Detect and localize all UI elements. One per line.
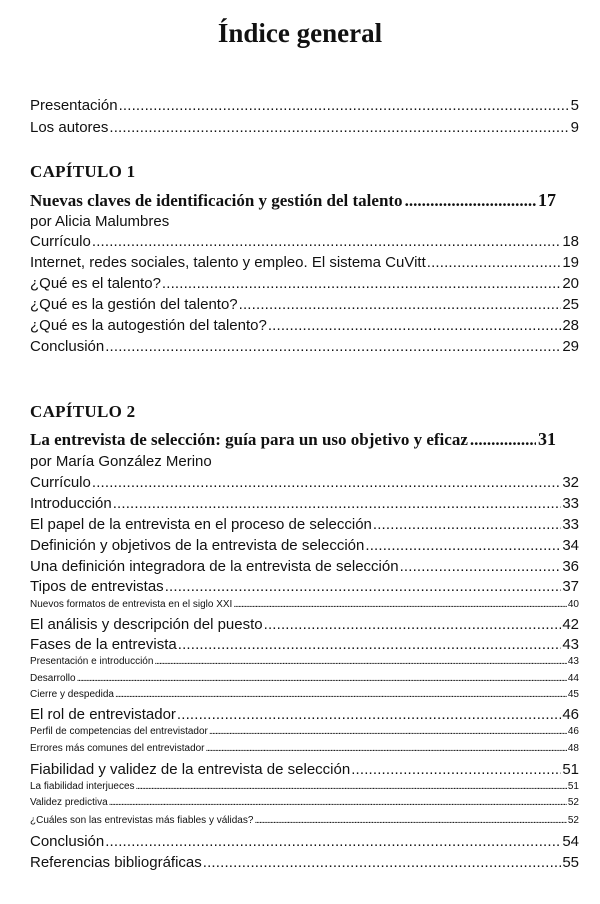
toc-entry-page: 33 bbox=[562, 495, 579, 512]
toc-entry-title: Nuevos formatos de entrevista en el siglo XXI bbox=[30, 599, 233, 610]
toc-entry-page: 52 bbox=[567, 815, 579, 826]
toc-entry-title: ¿Qué es el talento? bbox=[30, 275, 161, 292]
dot-leader bbox=[405, 191, 536, 211]
dot-leader bbox=[77, 673, 567, 684]
toc-entry-title: ¿Qué es la gestión del talento? bbox=[30, 296, 238, 313]
toc-entry-title: Definición y objetivos de la entrevista de selección bbox=[30, 537, 365, 554]
toc-entry-page: 46 bbox=[567, 726, 579, 737]
dot-leader bbox=[373, 516, 561, 533]
dot-leader bbox=[233, 599, 567, 610]
toc-entry-title: Internet, redes sociales, talento y empleo. El sistema CuVitt bbox=[30, 254, 426, 271]
toc-entry-page: 32 bbox=[562, 474, 579, 491]
dot-leader bbox=[203, 854, 562, 871]
toc-entry-page: 25 bbox=[562, 296, 579, 313]
toc-subentry[interactable] bbox=[30, 656, 579, 667]
dot-leader bbox=[109, 119, 569, 136]
toc-entry[interactable] bbox=[30, 317, 579, 334]
toc-entry[interactable] bbox=[30, 833, 579, 850]
toc-entry-title: El análisis y descripción del puesto bbox=[30, 616, 263, 633]
toc-entry-page: 52 bbox=[567, 797, 579, 808]
toc-entry[interactable] bbox=[30, 119, 579, 136]
dot-leader bbox=[105, 338, 561, 355]
toc-entry-title: Introducción bbox=[30, 495, 112, 512]
toc-entry-title: Validez predictiva bbox=[30, 797, 108, 808]
chapter-author: por Alicia Malumbres bbox=[30, 213, 170, 230]
toc-entry[interactable] bbox=[30, 616, 579, 633]
toc-entry-title: Presentación e introducción bbox=[30, 656, 154, 667]
toc-entry[interactable] bbox=[30, 233, 579, 250]
dot-leader bbox=[113, 495, 562, 512]
toc-entry-page: 20 bbox=[562, 275, 579, 292]
dot-leader bbox=[365, 537, 561, 554]
toc-entry-title: Perfil de competencias del entrevistador bbox=[30, 726, 208, 737]
toc-entry-title: El rol de entrevistador bbox=[30, 706, 176, 723]
chapter-label: CAPÍTULO 2 bbox=[30, 402, 136, 421]
toc-entry-title: ¿Qué es la autogestión del talento? bbox=[30, 317, 267, 334]
dot-leader bbox=[119, 97, 570, 114]
toc-entry-page: 9 bbox=[570, 119, 579, 136]
toc-entry-page: 5 bbox=[570, 97, 579, 114]
toc-entry-title: Conclusión bbox=[30, 833, 105, 850]
toc-entry[interactable] bbox=[30, 706, 579, 723]
dot-leader bbox=[206, 743, 567, 754]
page-title: Índice general bbox=[217, 18, 383, 48]
toc-entry-title: Currículo bbox=[30, 233, 91, 250]
dot-leader bbox=[109, 797, 567, 808]
toc-entry-page: 48 bbox=[567, 743, 579, 754]
toc-entry[interactable] bbox=[30, 495, 579, 512]
toc-entry-title: Currículo bbox=[30, 474, 91, 491]
dot-leader bbox=[105, 833, 561, 850]
chapter-title-entry[interactable] bbox=[30, 190, 556, 211]
chapter-author: por María González Merino bbox=[30, 453, 212, 470]
toc-entry[interactable] bbox=[30, 474, 579, 491]
toc-entry-title: Conclusión bbox=[30, 338, 105, 355]
toc-entry[interactable] bbox=[30, 338, 579, 355]
toc-entry-page: 43 bbox=[567, 656, 579, 667]
toc-entry[interactable] bbox=[30, 578, 579, 595]
toc-entry-title: Los autores bbox=[30, 119, 109, 136]
toc-entry[interactable] bbox=[30, 636, 579, 653]
toc-entry-page: 44 bbox=[567, 673, 579, 684]
toc-entry-title: Una definición integradora de la entrevista de selección bbox=[30, 558, 399, 575]
toc-entry-title: Tipos de entrevistas bbox=[30, 578, 164, 595]
toc-entry-title: El papel de la entrevista en el proceso de selección bbox=[30, 516, 372, 533]
toc-entry-page: 37 bbox=[562, 578, 579, 595]
toc-entry-page: 51 bbox=[562, 761, 579, 778]
toc-entry-page: 29 bbox=[562, 338, 579, 355]
toc-subentry[interactable] bbox=[30, 726, 579, 737]
toc-subentry[interactable] bbox=[30, 797, 579, 808]
toc-subentry[interactable] bbox=[30, 743, 579, 754]
toc-entry-page: 54 bbox=[562, 833, 579, 850]
dot-leader bbox=[351, 761, 561, 778]
toc-entry[interactable] bbox=[30, 537, 579, 554]
chapter-title-entry[interactable] bbox=[30, 429, 556, 450]
toc-entry-page: 33 bbox=[562, 516, 579, 533]
dot-leader bbox=[400, 558, 562, 575]
chapter-title: Nuevas claves de identificación y gestión del talento bbox=[30, 191, 403, 210]
dot-leader bbox=[154, 656, 566, 667]
toc-entry-title: Referencias bibliográficas bbox=[30, 854, 202, 871]
toc-entry-title: Presentación bbox=[30, 97, 118, 114]
dot-leader bbox=[264, 616, 562, 633]
dot-leader bbox=[92, 474, 561, 491]
toc-entry-page: 36 bbox=[562, 558, 579, 575]
chapter-page: 17 bbox=[538, 190, 556, 210]
toc-subentry[interactable] bbox=[30, 781, 579, 792]
toc-entry-page: 34 bbox=[562, 537, 579, 554]
toc-entry[interactable] bbox=[30, 854, 579, 871]
toc-entry[interactable] bbox=[30, 275, 579, 292]
toc-entry-title: Desarrollo bbox=[30, 673, 76, 684]
toc-entry-title: Errores más comunes del entrevistador bbox=[30, 743, 205, 754]
toc-entry-title: La fiabilidad interjueces bbox=[30, 781, 135, 792]
dot-leader bbox=[268, 317, 561, 334]
chapter-title: La entrevista de selección: guía para un uso objetivo y eficaz bbox=[30, 430, 468, 449]
toc-entry-title: ¿Cuáles son las entrevistas más fiables y válidas? bbox=[30, 815, 254, 826]
toc-entry[interactable] bbox=[30, 558, 579, 575]
toc-entry-page: 46 bbox=[562, 706, 579, 723]
toc-entry-page: 55 bbox=[562, 854, 579, 871]
toc-subentry[interactable] bbox=[30, 689, 579, 700]
toc-entry[interactable] bbox=[30, 254, 579, 271]
toc-entry[interactable] bbox=[30, 296, 579, 313]
dot-leader bbox=[165, 578, 562, 595]
dot-leader bbox=[92, 233, 561, 250]
toc-entry[interactable] bbox=[30, 97, 579, 114]
dot-leader bbox=[470, 430, 536, 450]
toc-subentry[interactable] bbox=[30, 815, 579, 826]
toc-entry-page: 43 bbox=[562, 636, 579, 653]
dot-leader bbox=[136, 781, 567, 792]
toc-entry-page: 19 bbox=[562, 254, 579, 271]
dot-leader bbox=[254, 815, 566, 826]
toc-entry-title: Fiabilidad y validez de la entrevista de selección bbox=[30, 761, 351, 778]
toc-entry-title: Cierre y despedida bbox=[30, 689, 114, 700]
toc-entry-page: 18 bbox=[562, 233, 579, 250]
dot-leader bbox=[115, 689, 567, 700]
dot-leader bbox=[162, 275, 561, 292]
chapter-label: CAPÍTULO 1 bbox=[30, 162, 136, 181]
toc-entry[interactable] bbox=[30, 761, 579, 778]
dot-leader bbox=[427, 254, 562, 271]
dot-leader bbox=[209, 726, 567, 737]
toc-entry[interactable] bbox=[30, 516, 579, 533]
toc-entry-title: Fases de la entrevista bbox=[30, 636, 177, 653]
dot-leader bbox=[178, 636, 562, 653]
dot-leader bbox=[239, 296, 562, 313]
dot-leader bbox=[177, 706, 561, 723]
toc-entry-page: 45 bbox=[567, 689, 579, 700]
toc-subentry[interactable] bbox=[30, 673, 579, 684]
toc-subentry[interactable] bbox=[30, 599, 579, 610]
chapter-page: 31 bbox=[538, 429, 556, 449]
toc-entry-page: 40 bbox=[567, 599, 579, 610]
toc-entry-page: 28 bbox=[562, 317, 579, 334]
toc-entry-page: 51 bbox=[567, 781, 579, 792]
toc-entry-page: 42 bbox=[562, 616, 579, 633]
